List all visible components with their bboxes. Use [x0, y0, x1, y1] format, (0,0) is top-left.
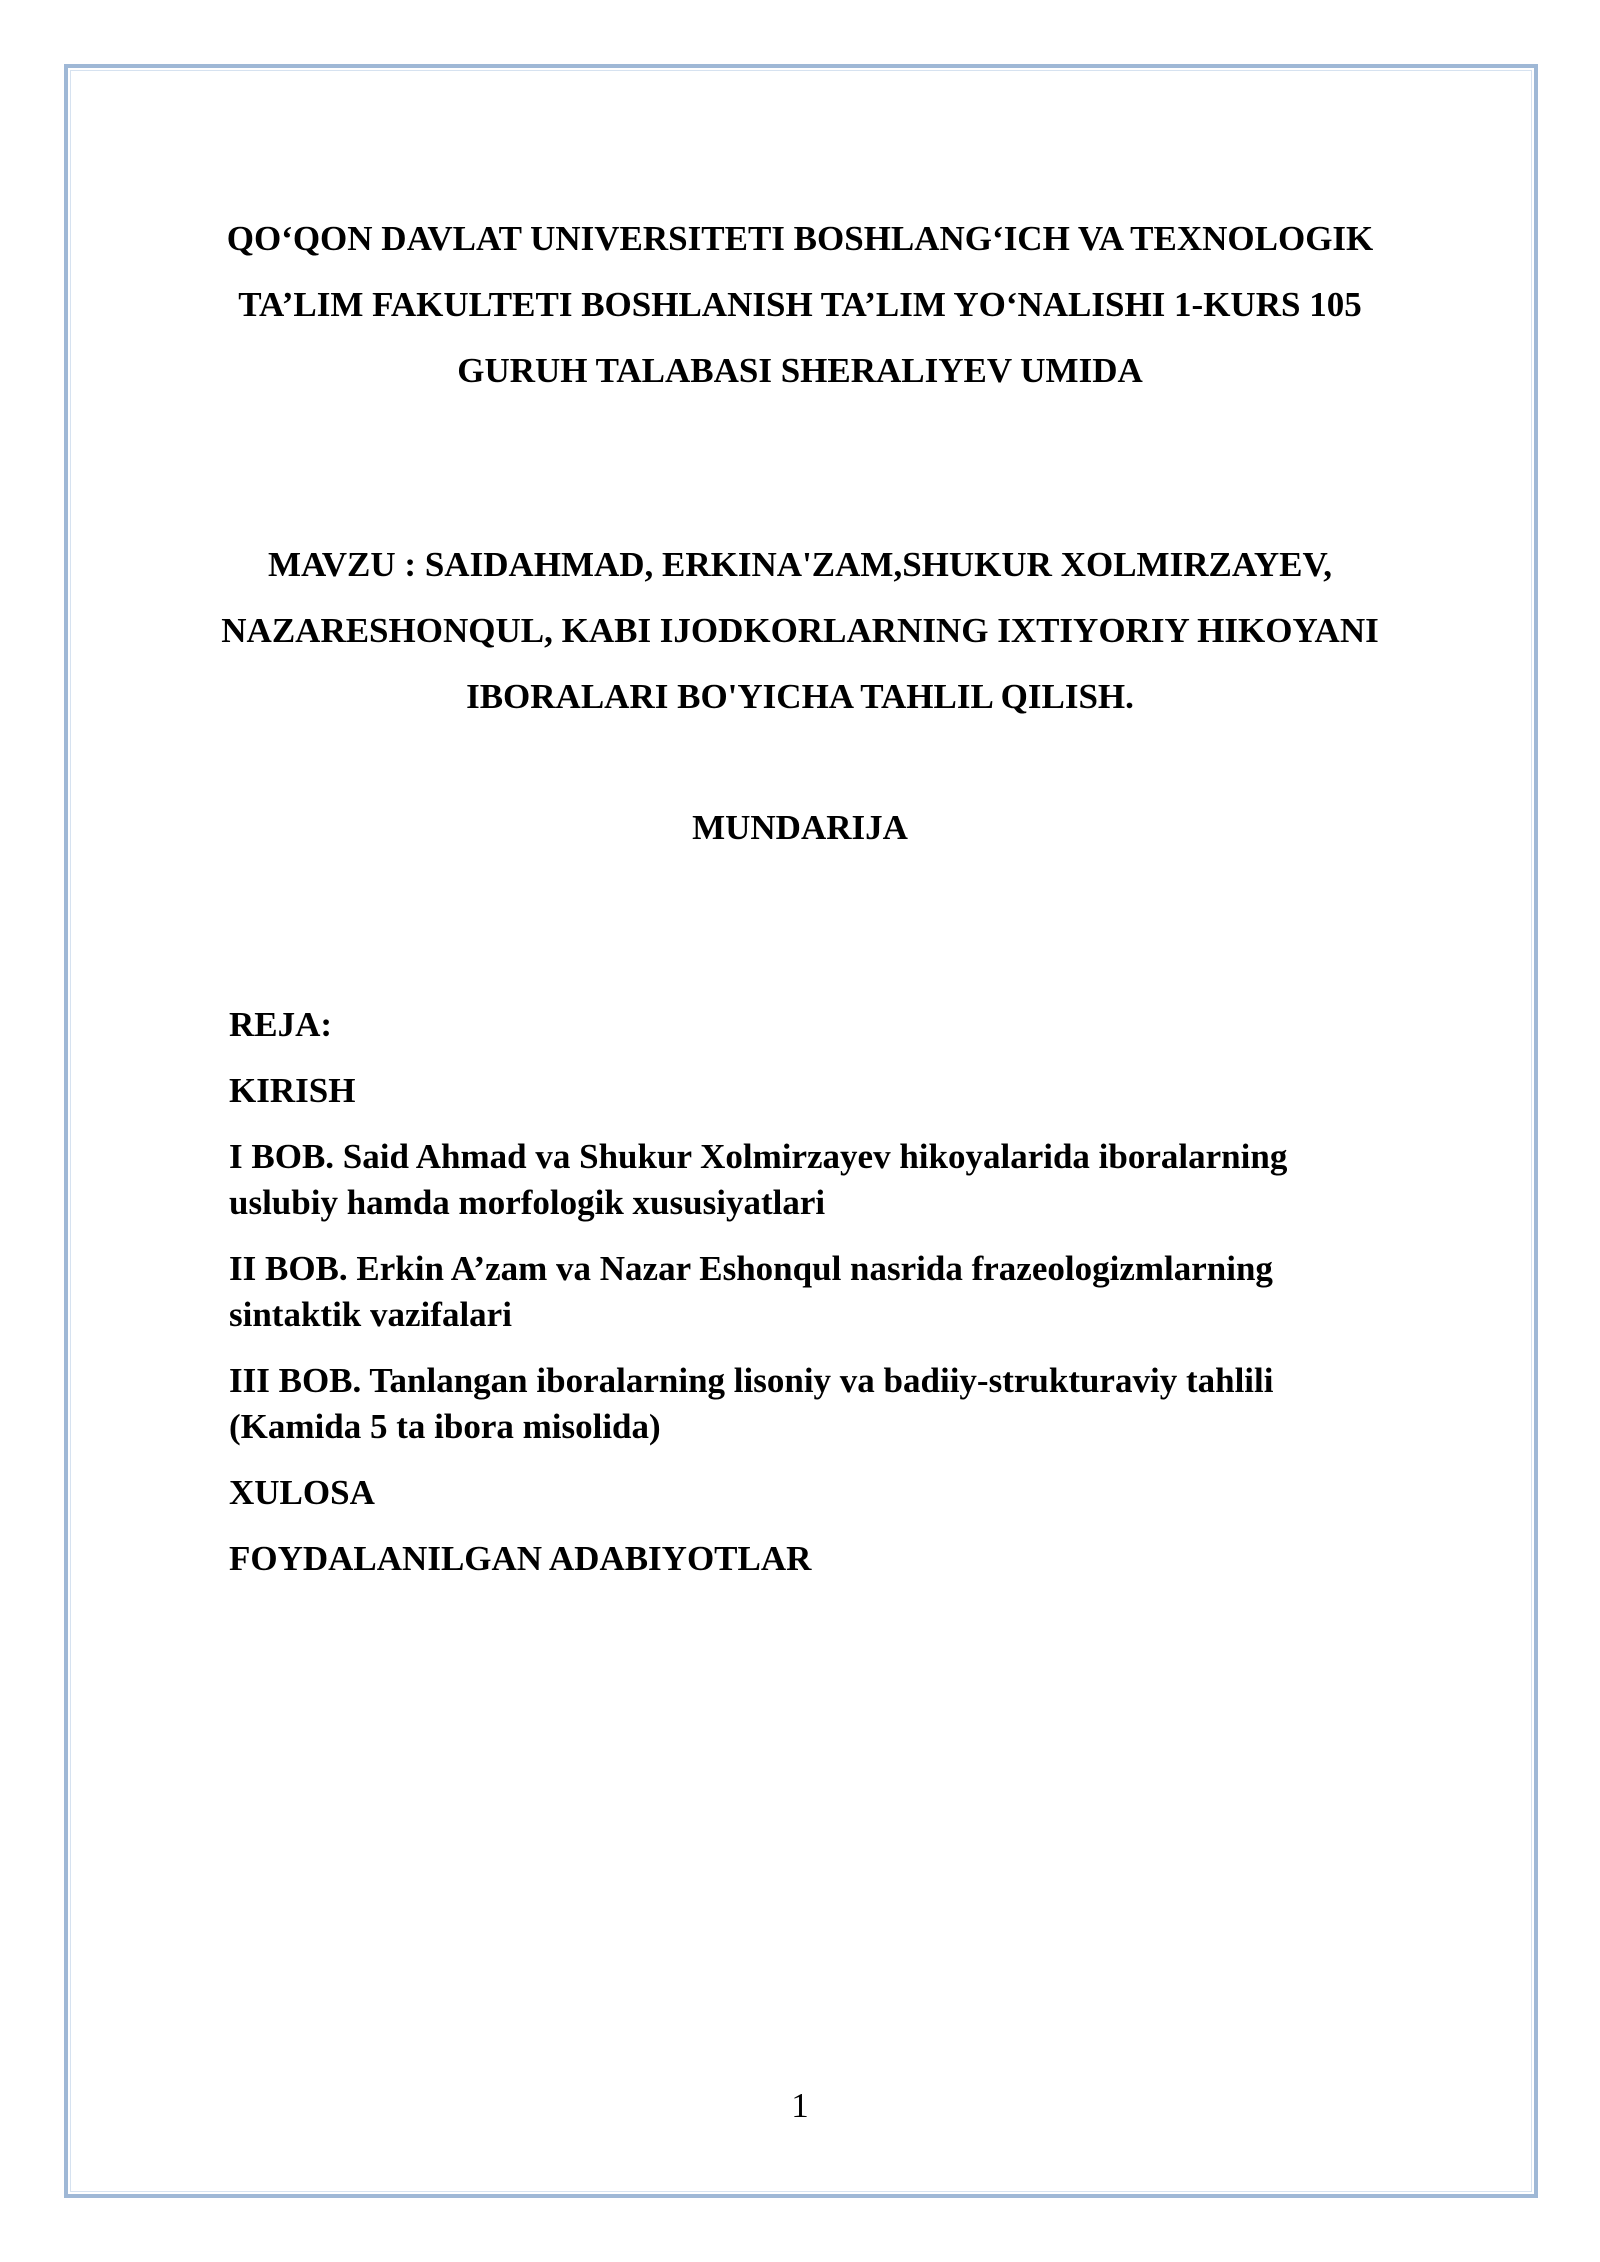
chapter-2-line-2: sintaktik vazifalari — [229, 1295, 512, 1334]
plan-item-chapter-2 — [229, 1246, 1389, 1338]
chapter-2-line-1: II BOB. Erkin A’zam va Nazar Eshonqul nasrida frazeologizmlarning — [229, 1249, 1273, 1288]
chapter-1-line-2: uslubiy hamda morfologik xususiyatlari — [229, 1183, 826, 1222]
plan-item-chapter-1 — [229, 1134, 1389, 1226]
plan-item-conclusion: XULOSA — [229, 1473, 375, 1512]
plan-item-introduction: KIRISH — [229, 1071, 356, 1110]
topic-heading — [220, 532, 1380, 730]
plan-list — [229, 1002, 1389, 1602]
topic-line-2: NAZARESHONQUL, KABI IJODKORLARNING IXTIYORIY HIKOYANI — [221, 611, 1379, 650]
contents-title: MUNDARIJA — [692, 808, 908, 847]
header-line-2: TA’LIM FAKULTETI BOSHLANISH TA’LIM YO‘NALISHI 1-KURS 105 — [238, 285, 1362, 324]
chapter-3-line-1: III BOB. Tanlangan iboralarning lisoniy va badiiy-strukturaviy tahlili — [229, 1361, 1274, 1400]
chapter-1-line-1: I BOB. Said Ahmad va Shukur Xolmirzayev hikoyalarida iboralarning — [229, 1137, 1288, 1176]
topic-line-1: MAVZU : SAIDAHMAD, ERKINA'ZAM,SHUKUR XOLMIRZAYEV, — [267, 545, 1333, 584]
header-line-1: QO‘QON DAVLAT UNIVERSITETI BOSHLANG‘ICH VA TEXNOLOGIK — [226, 219, 1374, 258]
university-header — [220, 206, 1380, 404]
plan-title: REJA: — [229, 1005, 333, 1044]
chapter-3-line-2: (Kamida 5 ta ibora misolida) — [229, 1407, 661, 1446]
topic-line-3: IBORALARI BO'YICHA TAHLIL QILISH. — [466, 677, 1134, 716]
plan-item-chapter-3 — [229, 1358, 1389, 1450]
page-number: 1 — [791, 2086, 809, 2125]
header-line-3: GURUH TALABASI SHERALIYEV UMIDA — [457, 351, 1143, 390]
plan-item-references: FOYDALANILGAN ADABIYOTLAR — [229, 1539, 812, 1578]
